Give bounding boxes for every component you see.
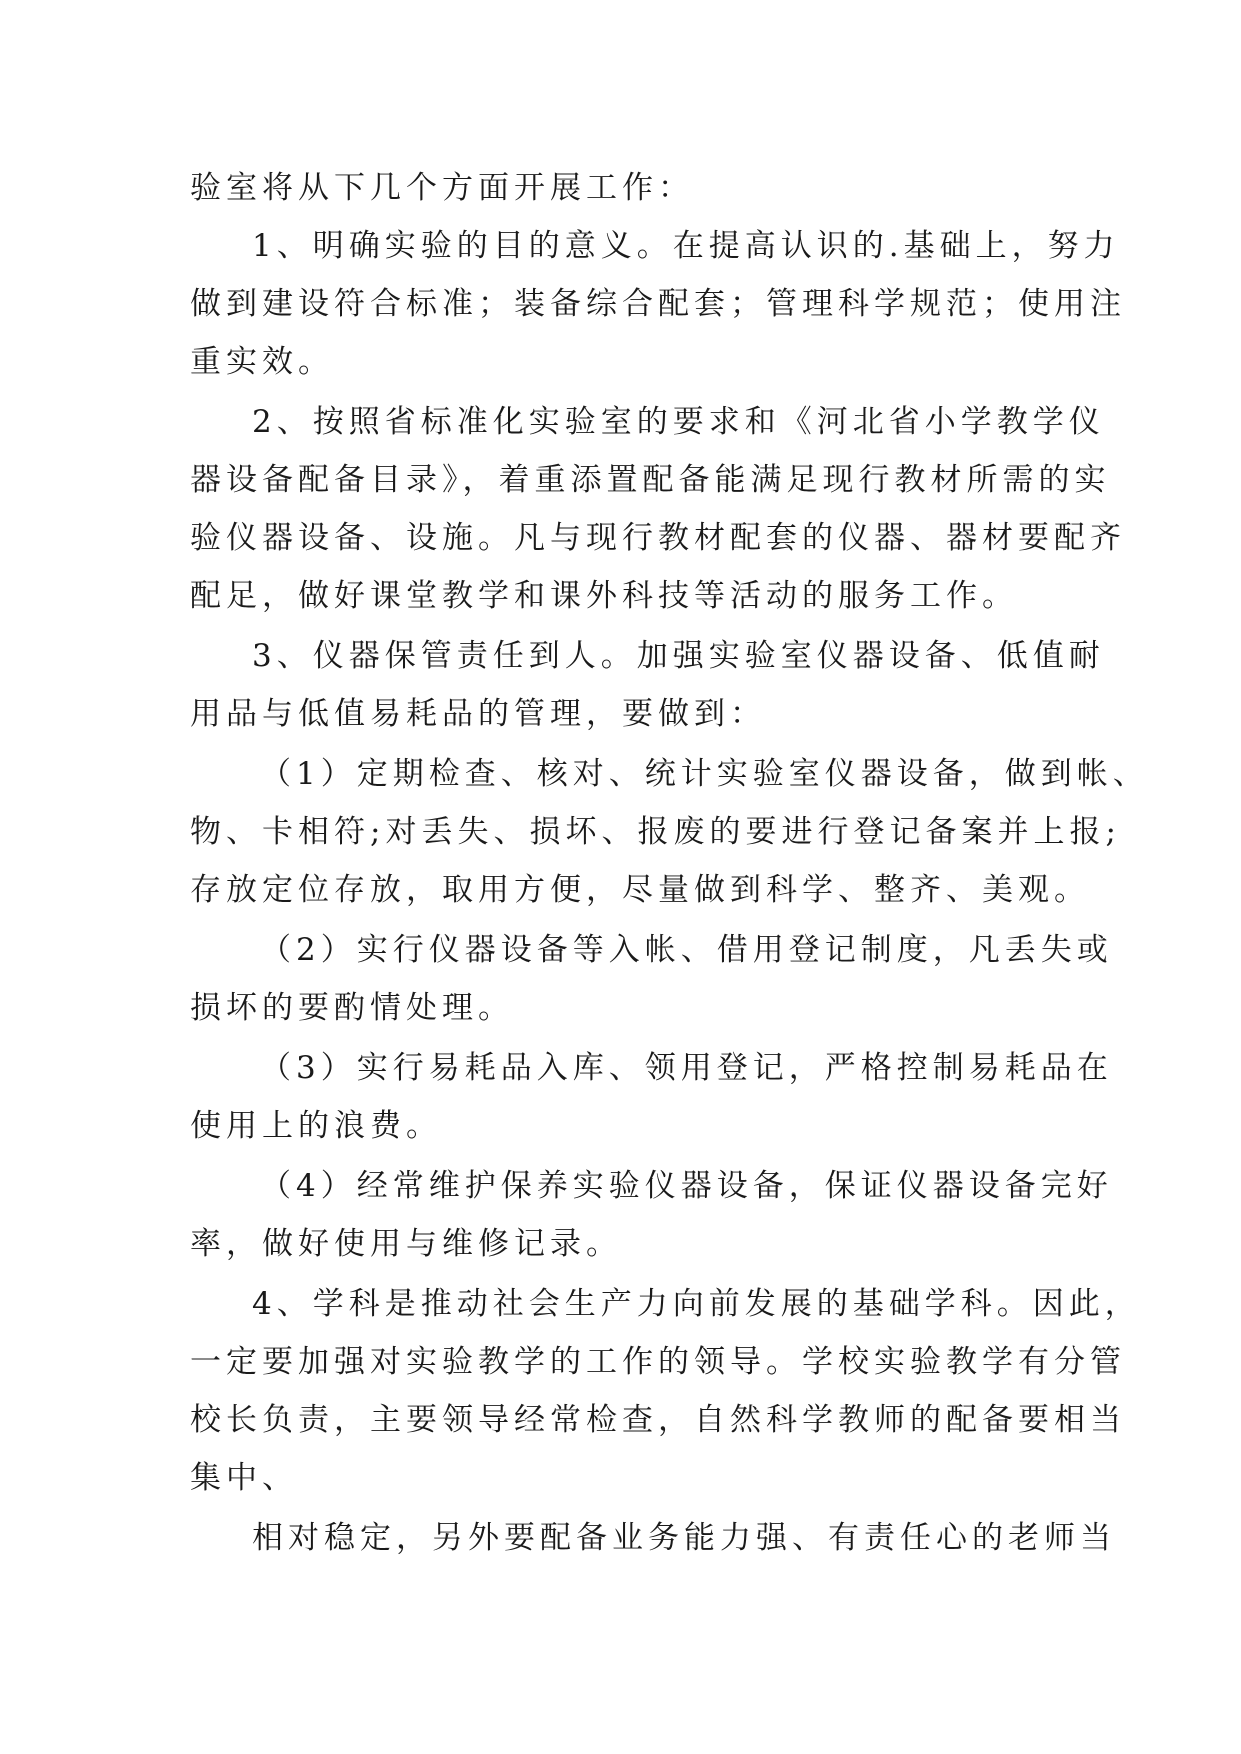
text-line-17: 使用上的浪费。 [190,1108,442,1144]
text-line-7: 验仪器设备、设施。凡与现行教材配套的仪器、器材要配齐 [190,520,1126,556]
text-line-8: 配足，做好课堂教学和课外科技等活动的服务工作。 [190,578,1018,614]
text-line-21: 一定要加强对实验教学的工作的领导。学校实验教学有分管 [190,1344,1126,1380]
text-line-3: 做到建设符合标准；装备综合配套；管理科学规范；使用注 [190,286,1126,322]
text-line-9: 3、仪器保管责任到人。加强实验室仪器设备、低值耐 [252,638,1105,674]
text-line-1: 验室将从下几个方面开展工作： [190,170,694,206]
text-line-15: 损坏的要酌情处理。 [190,990,514,1026]
text-line-13: 存放定位存放，取用方便，尽量做到科学、整齐、美观。 [190,872,1090,908]
text-line-19: 率，做好使用与维修记录。 [190,1226,622,1262]
text-line-18: （4）经常维护保养实验仪器设备，保证仪器设备完好 [260,1168,1113,1204]
text-line-20: 4、学科是推动社会生产力向前发展的基础学科。因此， [252,1286,1141,1322]
text-line-22: 校长负责，主要领导经常检查，自然科学教师的配备要相当 [190,1402,1126,1438]
text-line-12: 物、卡相符;对丢失、损坏、报废的要进行登记备案并上报; [190,814,1121,850]
text-line-2: 1、明确实验的目的意义。在提高认识的.基础上，努力 [252,228,1120,264]
text-line-24: 相对稳定，另外要配备业务能力强、有责任心的老师当 [252,1520,1116,1556]
text-line-14: （2）实行仪器设备等入帐、借用登记制度，凡丢失或 [260,932,1113,968]
text-line-6: 器设备配备目录》，着重添置配备能满足现行教材所需的实 [190,462,1111,498]
text-line-10: 用品与低值易耗品的管理，要做到： [190,696,766,732]
text-line-5: 2、按照省标准化实验室的要求和《河北省小学教学仪 [252,404,1105,440]
text-line-16: （3）实行易耗品入库、领用登记，严格控制易耗品在 [260,1050,1113,1086]
text-line-23: 集中、 [190,1460,298,1496]
text-line-4: 重实效。 [190,344,334,380]
text-line-11: （1）定期检查、核对、统计实验室仪器设备，做到帐、 [260,756,1149,792]
